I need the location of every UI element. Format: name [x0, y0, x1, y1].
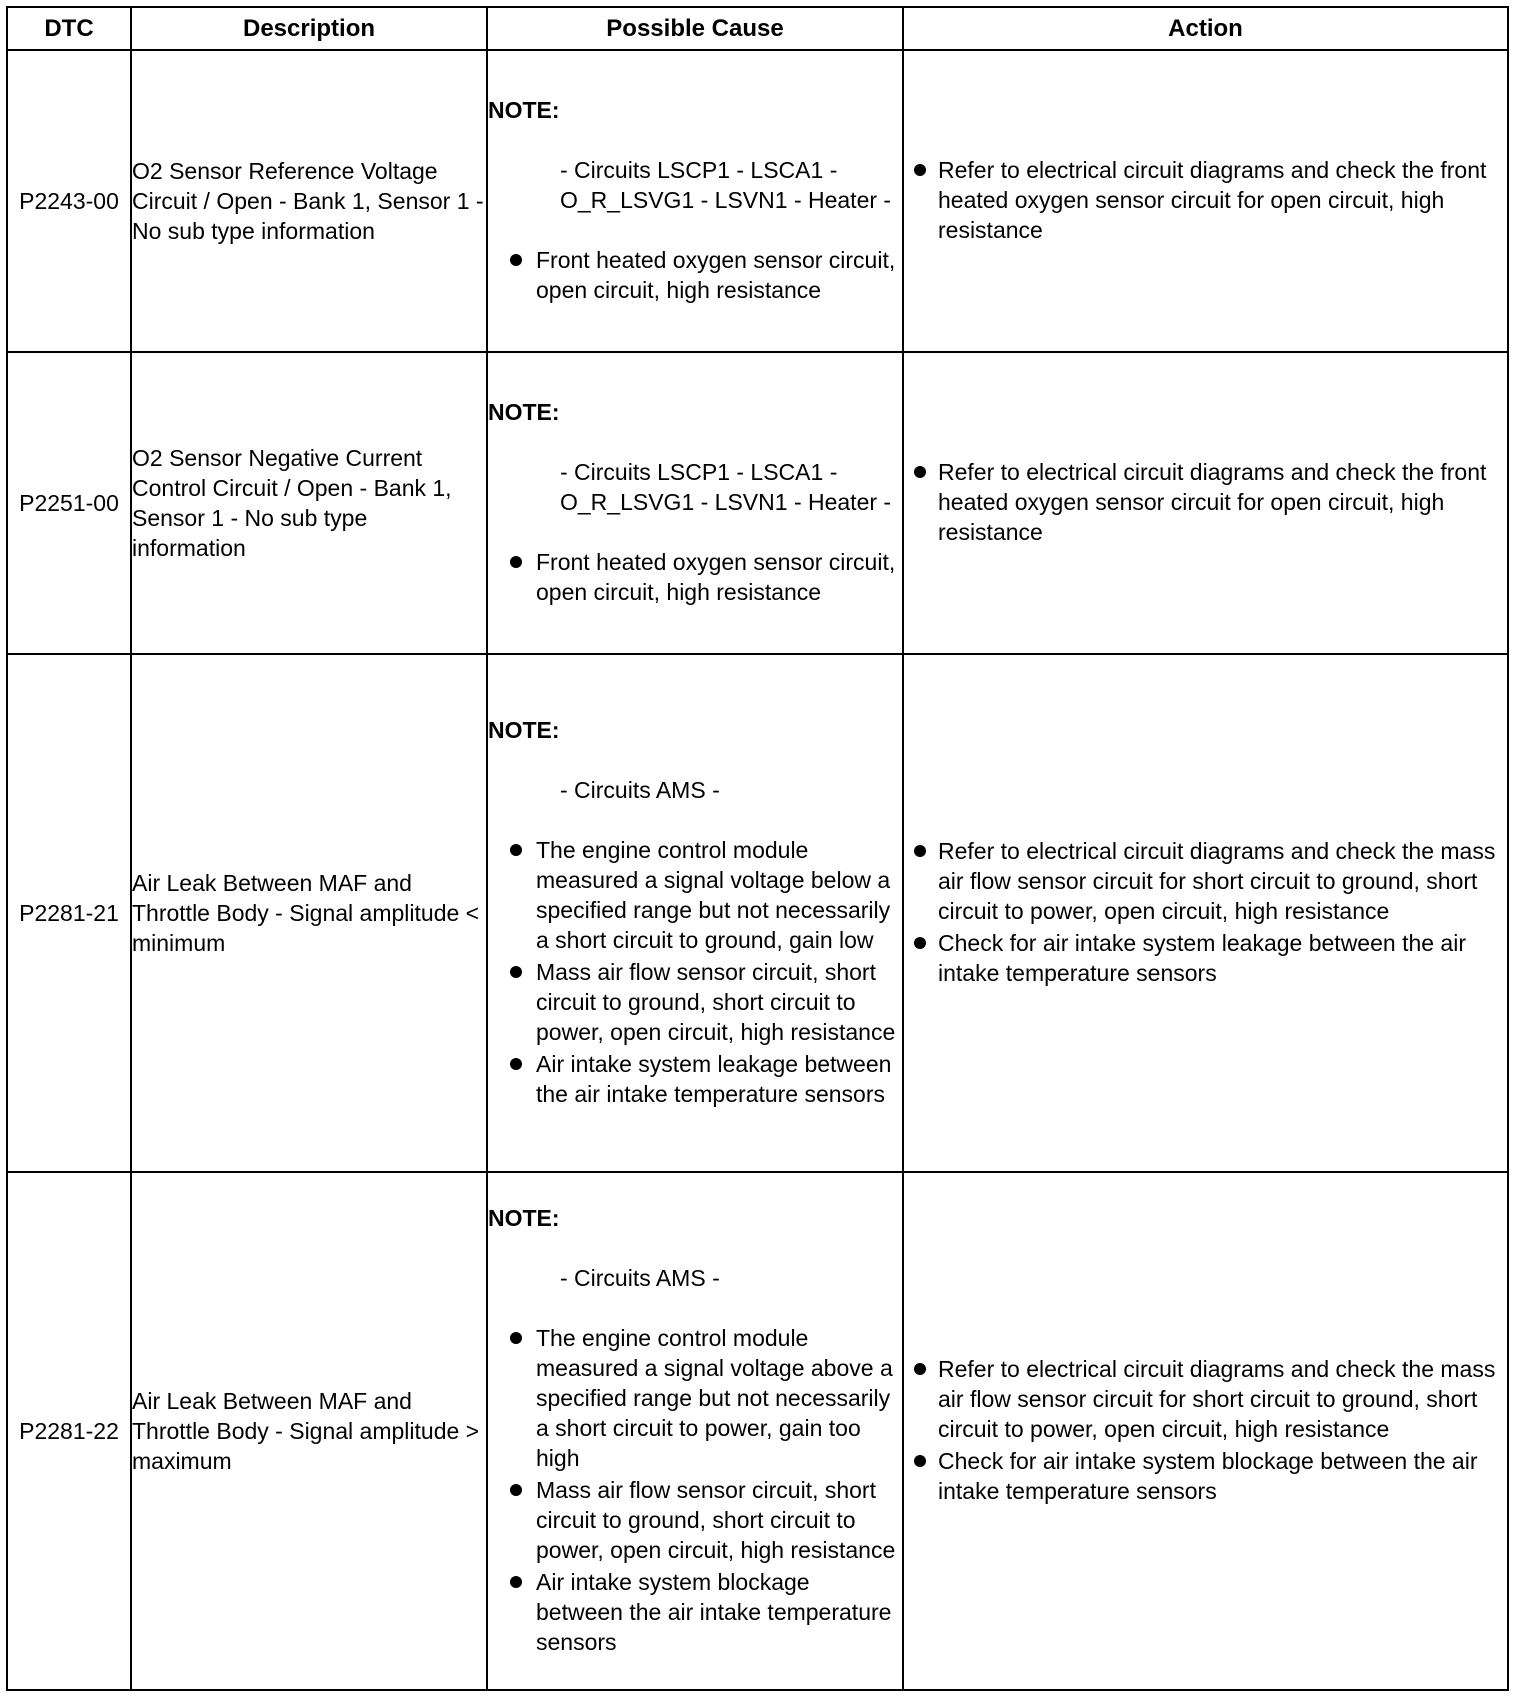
cause-item: Front heated oxygen sensor circuit, open circuit, high resistance: [488, 245, 902, 305]
action: [903, 50, 1508, 352]
note-label: NOTE:: [488, 1205, 560, 1231]
action: [903, 352, 1508, 654]
possible-cause: [487, 50, 903, 352]
circuits-note: - Circuits LSCP1 - LSCA1 - O_R_LSVG1 - LSVN1 - Heater -: [560, 459, 892, 515]
note-label: NOTE:: [488, 717, 560, 743]
dtc-code: P2251-00: [7, 352, 131, 654]
table-row: [7, 352, 1508, 654]
header-action: Action: [903, 7, 1508, 50]
table-row: [7, 654, 1508, 1172]
cause-list: [488, 245, 902, 305]
action: [903, 654, 1508, 1172]
action-item: Refer to electrical circuit diagrams and check the front heated oxygen sensor circuit for open circuit, high resistance: [904, 155, 1507, 245]
header-row: [7, 7, 1508, 50]
action-item: Refer to electrical circuit diagrams and check the front heated oxygen sensor circuit for open circuit, high resistance: [904, 457, 1507, 547]
cause-item: The engine control module measured a signal voltage below a specified range but not necessarily a short circuit to ground, gain low: [488, 835, 902, 955]
header-dtc: DTC: [7, 7, 131, 50]
circuits-note: - Circuits AMS -: [560, 1265, 720, 1291]
action-item: Check for air intake system leakage between the air intake temperature sensors: [904, 928, 1507, 988]
table-row: [7, 50, 1508, 352]
action-item: Refer to electrical circuit diagrams and check the mass air flow sensor circuit for short circuit to ground, short circuit to power, open circuit, high resistance: [904, 1354, 1507, 1444]
dtc-code: P2243-00: [7, 50, 131, 352]
action: [903, 1172, 1508, 1690]
action-list: [904, 457, 1507, 547]
cause-item: Air intake system blockage between the air intake temperature sensors: [488, 1567, 902, 1657]
cause-item: Air intake system leakage between the air intake temperature sensors: [488, 1049, 902, 1109]
header-description: Description: [131, 7, 487, 50]
action-list: [904, 155, 1507, 245]
table-row: [7, 1172, 1508, 1690]
cause-item: Mass air flow sensor circuit, short circuit to ground, short circuit to power, open circuit, high resistance: [488, 957, 902, 1047]
cause-list: [488, 547, 902, 607]
dtc-description: O2 Sensor Negative Current Control Circuit / Open - Bank 1, Sensor 1 - No sub type information: [131, 352, 487, 654]
cause-list: [488, 1323, 902, 1657]
dtc-description: O2 Sensor Reference Voltage Circuit / Open - Bank 1, Sensor 1 - No sub type information: [131, 50, 487, 352]
cause-item: Front heated oxygen sensor circuit, open circuit, high resistance: [488, 547, 902, 607]
header-possible-cause: Possible Cause: [487, 7, 903, 50]
possible-cause: [487, 1172, 903, 1690]
dtc-code: P2281-21: [7, 654, 131, 1172]
circuits-note: - Circuits AMS -: [560, 777, 720, 803]
action-item: Refer to electrical circuit diagrams and check the mass air flow sensor circuit for short circuit to ground, short circuit to power, open circuit, high resistance: [904, 836, 1507, 926]
dtc-description: Air Leak Between MAF and Throttle Body - Signal amplitude > maximum: [131, 1172, 487, 1690]
circuits-note: - Circuits LSCP1 - LSCA1 - O_R_LSVG1 - LSVN1 - Heater -: [560, 157, 892, 213]
action-list: [904, 1354, 1507, 1506]
note-label: NOTE:: [488, 399, 560, 425]
note-label: NOTE:: [488, 97, 560, 123]
possible-cause: [487, 352, 903, 654]
dtc-code: P2281-22: [7, 1172, 131, 1690]
possible-cause: [487, 654, 903, 1172]
action-item: Check for air intake system blockage between the air intake temperature sensors: [904, 1446, 1507, 1506]
action-list: [904, 836, 1507, 988]
dtc-table: [6, 6, 1509, 1691]
cause-list: [488, 835, 902, 1109]
dtc-description: Air Leak Between MAF and Throttle Body - Signal amplitude < minimum: [131, 654, 487, 1172]
cause-item: Mass air flow sensor circuit, short circuit to ground, short circuit to power, open circuit, high resistance: [488, 1475, 902, 1565]
cause-item: The engine control module measured a signal voltage above a specified range but not necessarily a short circuit to power, gain too high: [488, 1323, 902, 1473]
